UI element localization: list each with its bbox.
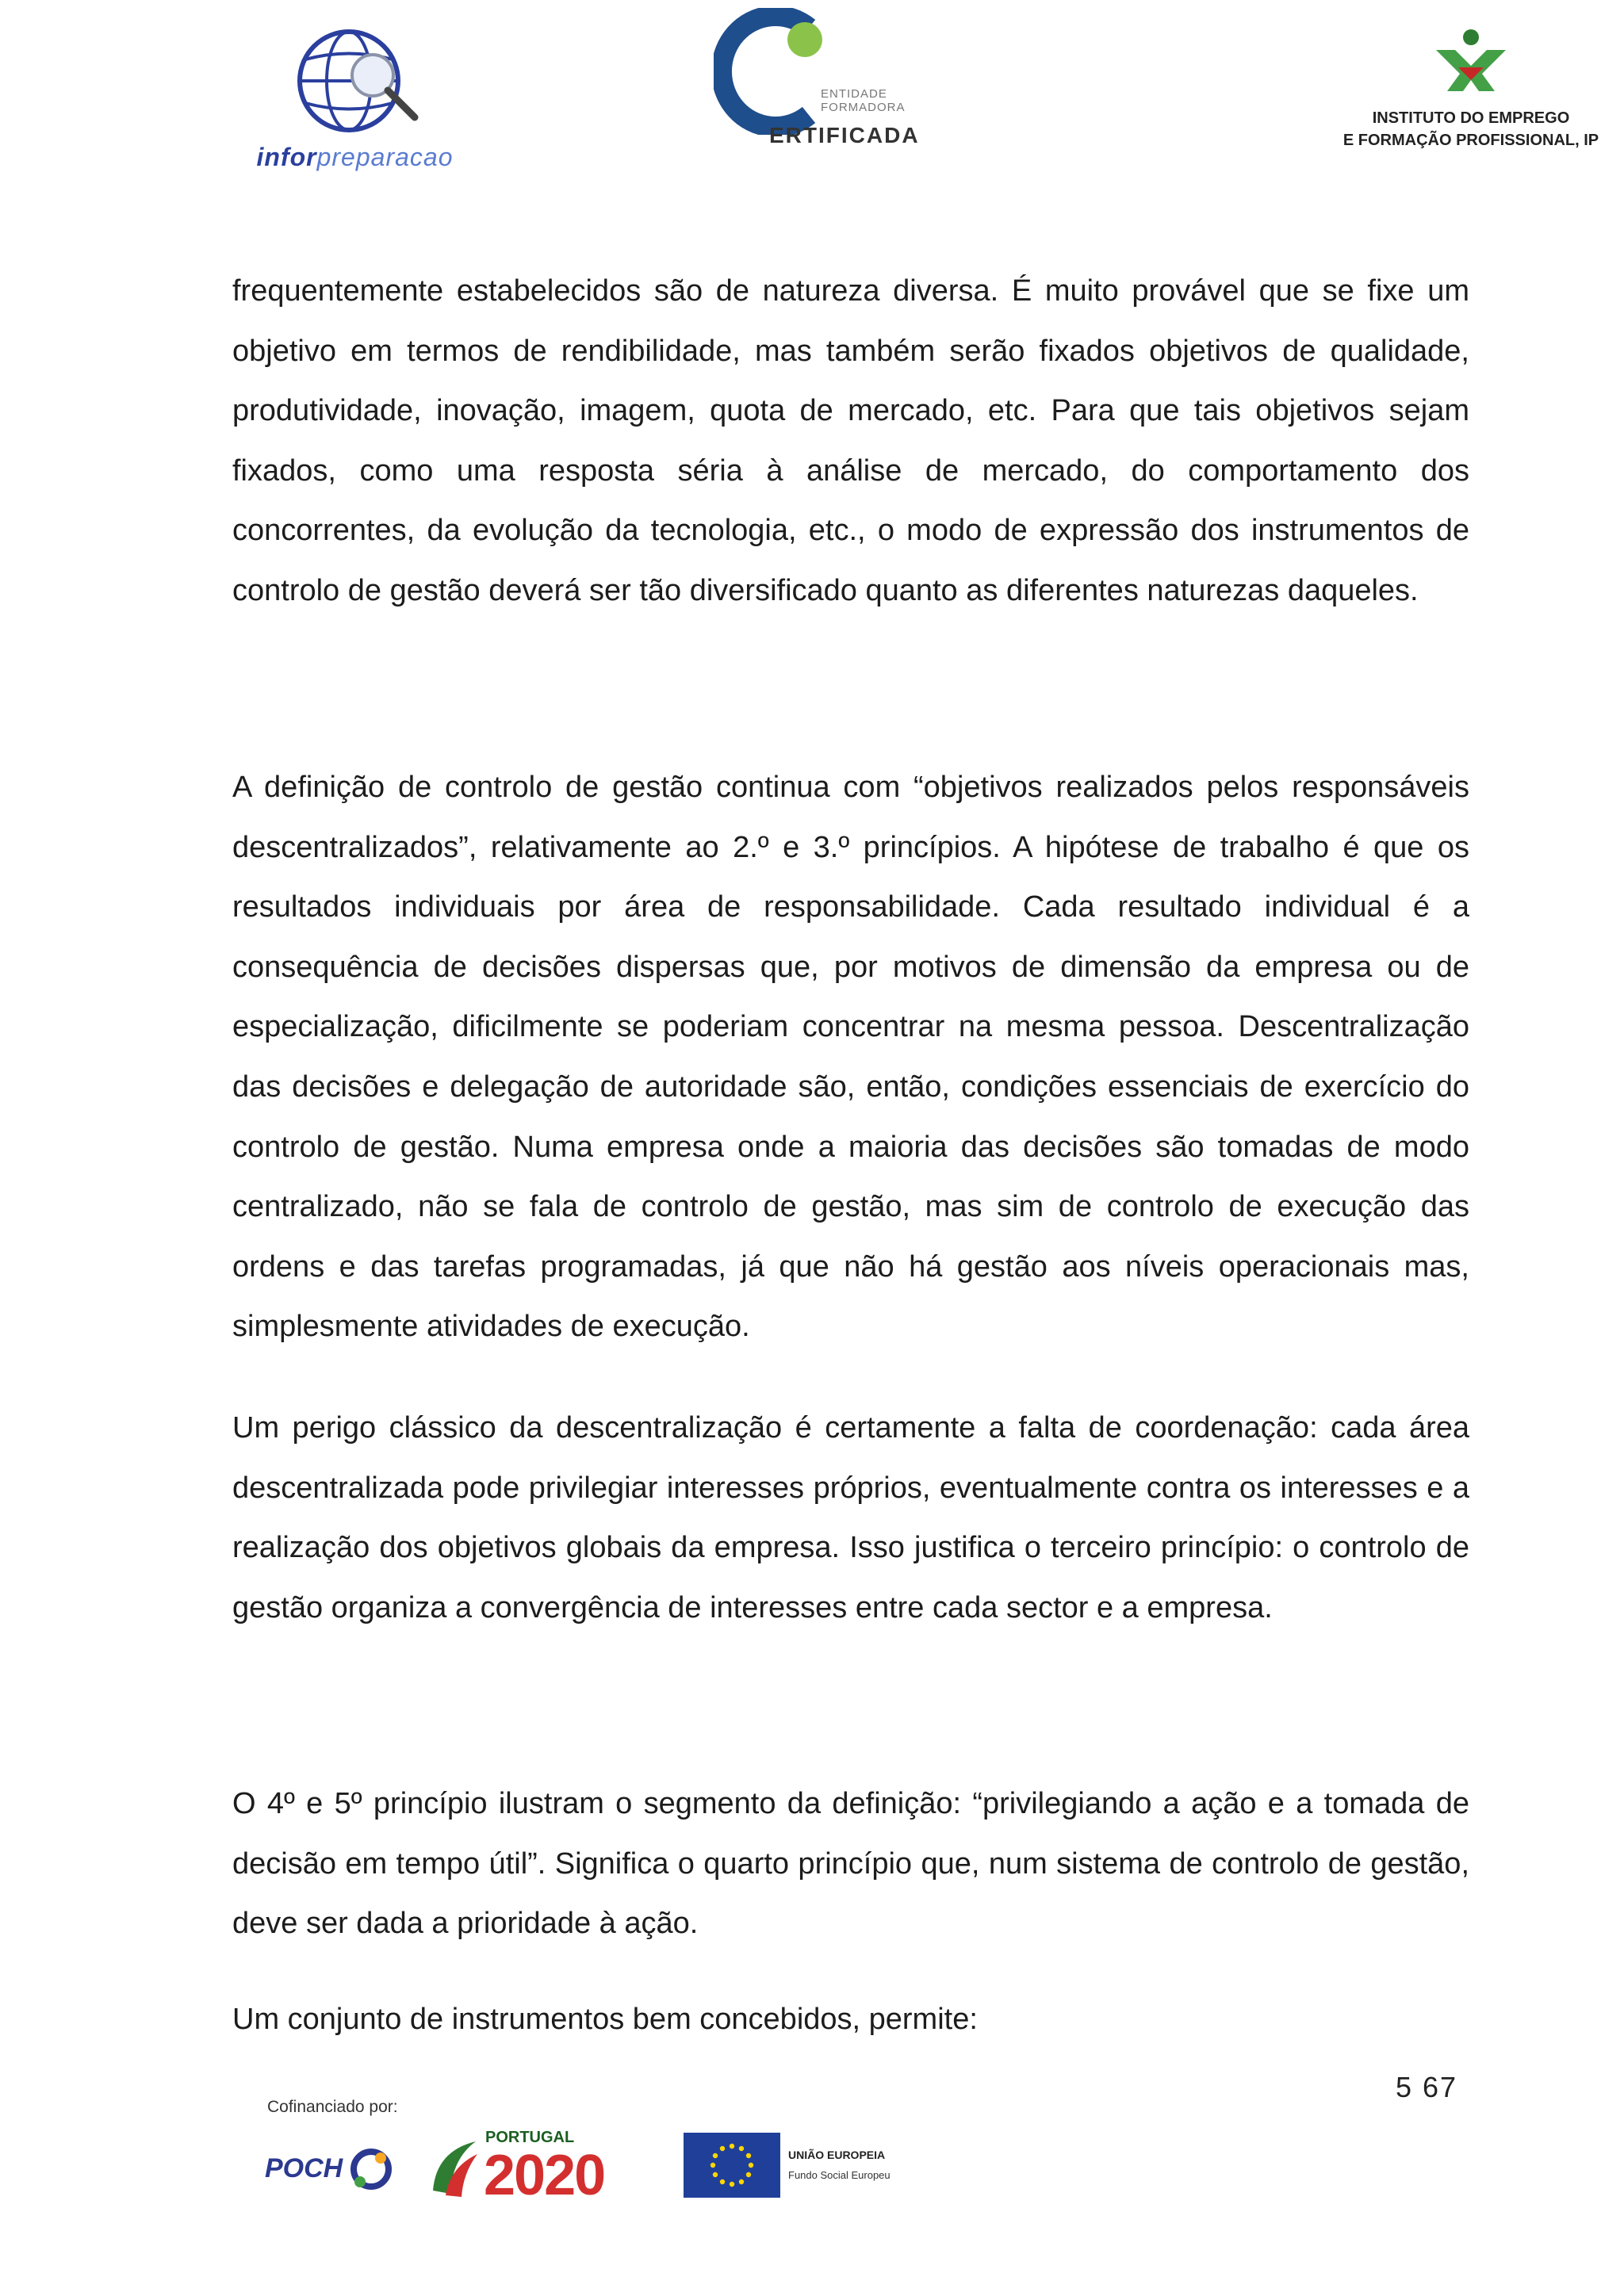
iefp-logo (1340, 28, 1602, 155)
paragraph-5: Um conjunto de instrumentos bem concebidos, permite: (232, 2003, 978, 2036)
poch-logo (262, 2133, 396, 2204)
paragraph-1: frequentemente estabelecidos são de natureza diversa. É muito provável que se fixe um objetivo em termos de rendibilidade, mas também serão fixados objetivos de qualidade, produtividade, inovação, imagem, quota de mercado, etc. Para que tais objetivos sejam fixados, como uma resposta séria à análise de mercado, do comportamento dos concorrentes, da evolução da tecnologia, etc., o modo de expressão dos instrumentos de controlo de gestão deverá ser tão diversificado quanto as diferentes naturezas daqueles. (232, 274, 1469, 607)
european-union-logo (684, 2133, 921, 2204)
page-number: 5 67 (1396, 2071, 1458, 2103)
paragraph-3: Um perigo clássico da descentralização é certamente a falta de coordenação: cada área descentralizada pode privilegiar interesses próprios, eventualmente contra os interesses e a realização dos objetivos globais da empresa. Isso justifica o terceiro princípio: o controlo de gestão organiza a convergência de interesses entre cada sector e a empresa. (232, 1411, 1469, 1624)
iefp-emblem-icon (1431, 28, 1511, 99)
inforpreparacao-wordmark: inforpreparacao (256, 143, 454, 171)
paragraph-4: O 4º e 5º princípio ilustram o segmento da definição: “privilegiando a ação e a tomada de decisão em tempo útil”. Significa o quarto princípio que, num sistema de controlo de gestão, deve ser dada a prioridade à ação. (232, 1787, 1469, 1941)
dgert-ring-icon (714, 8, 833, 135)
portugal-label: PORTUGAL (485, 2129, 575, 2146)
cofinanced-label: Cofinanciado por: (267, 2098, 398, 2116)
portugal-2020-emblem-icon (428, 2135, 481, 2198)
dgert-side-text: ENTIDADE FORMADORA (821, 87, 906, 114)
dgert-certified-text: ERTIFICADA (769, 123, 920, 147)
eu-name: UNIÃO EUROPEIA (788, 2149, 886, 2161)
poch-emblem-icon (349, 2147, 393, 2196)
eu-fund: Fundo Social Europeu (788, 2169, 891, 2181)
paragraph-2: A definição de controlo de gestão continua com “objetivos realizados pelos responsáveis descentralizados”, relativamente ao 2.º e 3.º princípios. A hipótese de trabalho é que os resultados individuais por área de responsabilidade. Cada resultado individual é a consequência de decisões dispersas que, por motivos de dimensão da empresa ou de especialização, dificilmente se poderiam concentrar na mesma pessoa. Descentralização das decisões e delegação de autoridade são, então, condições essenciais de exercício do controlo de gestão. Numa empresa onde a maioria das decisões são tomadas de modo centralizado, não se fala de controlo de gestão, mas sim de controlo de execução das ordens e das tarefas programadas, já que não há gestão aos níveis operacionais mas, simplesmente atividades de execução. (232, 771, 1469, 1344)
iefp-name: INSTITUTO DO EMPREGO E FORMAÇÃO PROFISSIONAL, IP (1342, 109, 1599, 149)
eu-flag-icon (684, 2133, 780, 2198)
inforpreparacao-logo (242, 24, 468, 171)
eu-stars-icon (684, 2133, 780, 2198)
svg-text:DGERT: DGERT (768, 53, 790, 100)
poch-wordmark: POCH (265, 2153, 343, 2183)
dgert-certified-logo (714, 8, 920, 151)
portugal-year: 2020 (484, 2144, 605, 2207)
globe-magnifier-icon (289, 24, 424, 143)
portugal-2020-logo (428, 2129, 650, 2208)
